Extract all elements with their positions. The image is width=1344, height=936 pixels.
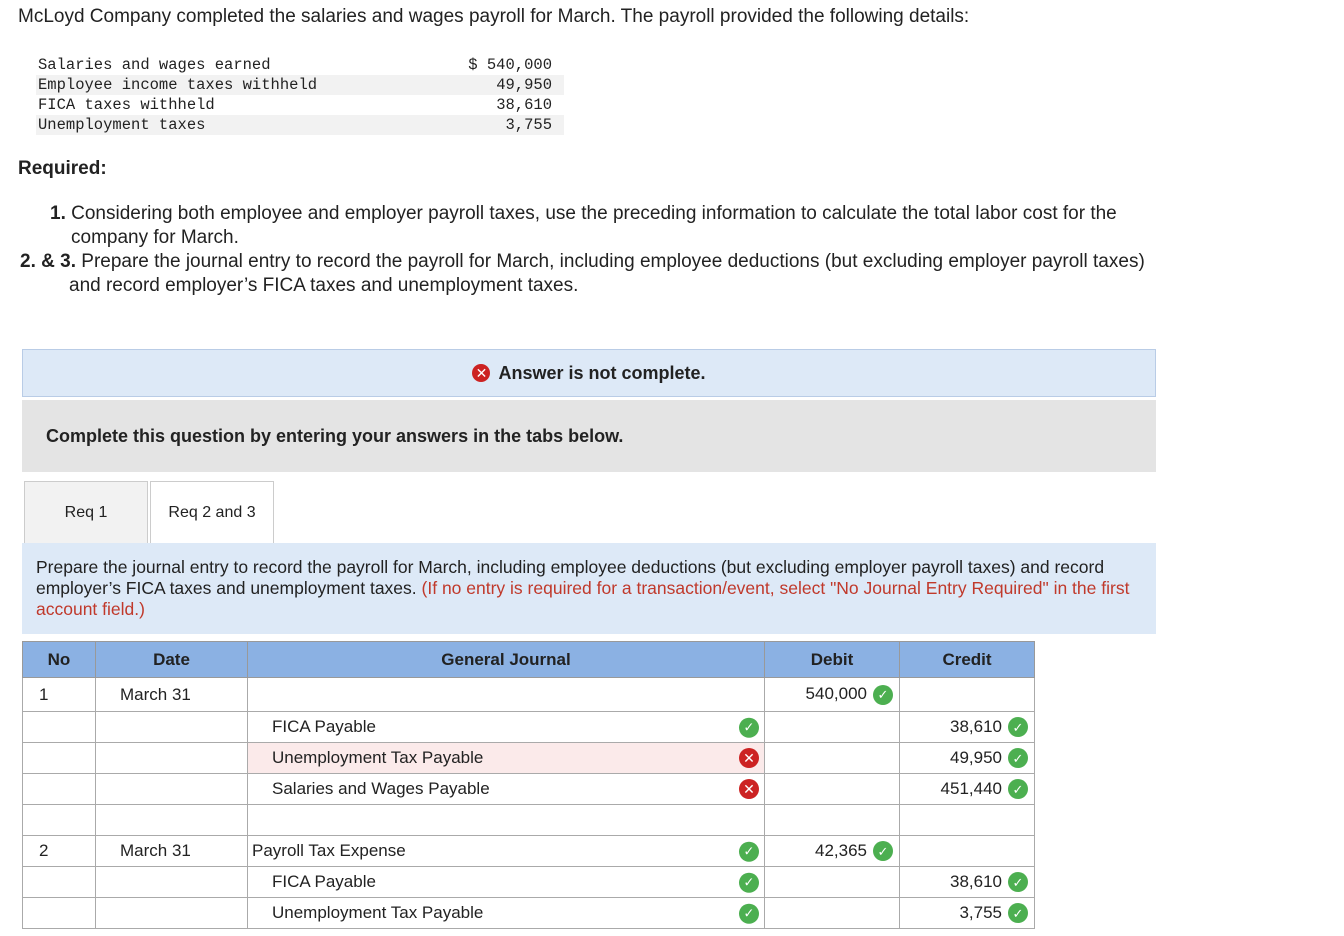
credit-field[interactable] <box>900 867 1035 898</box>
journal-row <box>23 805 1035 836</box>
account-name: Unemployment Tax Payable <box>272 903 484 922</box>
requirement-2-3-number: 2. & 3. <box>20 251 76 272</box>
check-circle-icon: ✓ <box>1008 748 1028 768</box>
detail-label: FICA taxes withheld <box>38 96 215 114</box>
check-circle-icon: ✓ <box>739 903 759 923</box>
account-name: FICA Payable <box>272 717 376 736</box>
answer-status-banner <box>22 349 1156 397</box>
requirement-1-number: 1. <box>50 203 66 224</box>
entry-date[interactable] <box>96 743 248 774</box>
debit-field[interactable] <box>765 743 900 774</box>
detail-value: 3,755 <box>446 115 564 135</box>
intro-text: McLoyd Company completed the salaries and wages payroll for March. The payroll provided the following details: <box>18 6 970 27</box>
tab-req-2-and-3[interactable]: Req 2 and 3 <box>150 481 274 543</box>
journal-row <box>23 898 1035 929</box>
col-header-no: No <box>23 642 96 678</box>
check-circle-icon: ✓ <box>739 872 759 892</box>
entry-number <box>23 712 96 743</box>
requirement-2-3-text-cont: and record employer’s FICA taxes and unemployment taxes. <box>69 275 579 296</box>
col-header-date: Date <box>96 642 248 678</box>
account-field[interactable] <box>248 867 765 898</box>
entry-date[interactable]: March 31 <box>96 836 248 867</box>
check-circle-icon: ✓ <box>1008 903 1028 923</box>
check-circle-icon: ✓ <box>1008 779 1028 799</box>
col-header-general-journal: General Journal <box>248 642 765 678</box>
account-name: FICA Payable <box>272 872 376 891</box>
account-field[interactable] <box>248 743 765 774</box>
detail-label: Employee income taxes withheld <box>36 75 446 95</box>
debit-field[interactable] <box>765 805 900 836</box>
account-name: Unemployment Tax Payable <box>272 748 484 767</box>
journal-row <box>23 712 1035 743</box>
debit-value: 540,000 <box>805 684 867 704</box>
entry-date[interactable] <box>96 867 248 898</box>
col-header-credit: Credit <box>900 642 1035 678</box>
account-field[interactable] <box>248 774 765 805</box>
detail-row <box>36 75 564 95</box>
credit-field[interactable] <box>900 898 1035 929</box>
detail-row <box>36 55 564 75</box>
tab-req-1[interactable]: Req 1 <box>24 481 148 543</box>
instruction-box <box>22 400 1156 472</box>
debit-field[interactable] <box>765 678 900 712</box>
journal-row <box>23 867 1035 898</box>
credit-field[interactable] <box>900 805 1035 836</box>
credit-field[interactable] <box>900 678 1035 712</box>
credit-value: 38,610 <box>950 716 1002 736</box>
detail-label: Unemployment taxes <box>36 115 446 135</box>
journal-header-row <box>23 642 1035 678</box>
entry-date[interactable] <box>96 712 248 743</box>
credit-field[interactable] <box>900 712 1035 743</box>
debit-field[interactable] <box>765 898 900 929</box>
journal-row <box>23 743 1035 774</box>
x-circle-icon: ✕ <box>739 748 759 768</box>
credit-value: 49,950 <box>950 747 1002 767</box>
col-header-debit: Debit <box>765 642 900 678</box>
journal-row <box>23 836 1035 867</box>
requirement-1 <box>50 202 1290 250</box>
requirement-1-text-cont: company for March. <box>71 227 239 248</box>
answer-status-text: Answer is not complete. <box>498 362 706 383</box>
account-field[interactable] <box>248 805 765 836</box>
requirement-1-text: Considering both employee and employer payroll taxes, use the preceding information to calculate the total labor cost for the <box>71 203 1117 224</box>
account-field[interactable] <box>248 898 765 929</box>
debit-field[interactable] <box>765 836 900 867</box>
journal-row <box>23 774 1035 805</box>
credit-field[interactable] <box>900 774 1035 805</box>
entry-number <box>23 867 96 898</box>
entry-date[interactable] <box>96 898 248 929</box>
task-text: Prepare the journal entry to record the payroll for March, including employee deductions (but excluding employer payroll taxes) and record employer’s FICA taxes and unemployment taxes. <box>36 557 1105 598</box>
entry-number <box>23 805 96 836</box>
entry-number <box>23 743 96 774</box>
entry-number <box>23 774 96 805</box>
task-description <box>22 543 1156 634</box>
check-circle-icon: ✓ <box>1008 872 1028 892</box>
entry-number <box>23 898 96 929</box>
credit-value: 3,755 <box>959 902 1002 922</box>
general-journal-table <box>22 641 1035 929</box>
task-hint: (If no entry is required for a transaction/event, select "No Journal Entry Required" in the first account field.) <box>36 578 1130 619</box>
debit-value: 42,365 <box>815 840 867 860</box>
requirement-2-3-text: Prepare the journal entry to record the payroll for March, including employee deductions (but excluding employer payroll taxes) <box>81 251 1145 272</box>
account-field[interactable] <box>248 678 765 712</box>
check-circle-icon: ✓ <box>739 841 759 861</box>
x-circle-icon: ✕ <box>472 364 490 382</box>
instruction-text: Complete this question by entering your answers in the tabs below. <box>46 425 624 446</box>
entry-date[interactable] <box>96 805 248 836</box>
check-circle-icon: ✓ <box>873 685 893 705</box>
credit-value: 38,610 <box>950 871 1002 891</box>
account-field[interactable] <box>248 712 765 743</box>
detail-row <box>36 115 564 135</box>
account-name <box>248 685 252 704</box>
credit-value: 451,440 <box>940 778 1002 798</box>
debit-field[interactable] <box>765 712 900 743</box>
detail-value: 49,950 <box>446 75 564 95</box>
detail-row <box>36 95 564 115</box>
entry-date[interactable] <box>96 774 248 805</box>
required-heading: Required: <box>18 158 107 179</box>
credit-field[interactable] <box>900 836 1035 867</box>
detail-value: $ 540,000 <box>468 56 552 74</box>
credit-field[interactable] <box>900 743 1035 774</box>
journal-row <box>23 678 1035 712</box>
debit-field[interactable] <box>765 774 900 805</box>
account-field[interactable] <box>248 836 765 867</box>
detail-value: 38,610 <box>496 96 552 114</box>
entry-number: 2 <box>23 836 96 867</box>
requirement-2-3 <box>20 250 1320 298</box>
entry-date[interactable]: March 31 <box>96 678 248 712</box>
detail-label: Salaries and wages earned <box>38 56 271 74</box>
payroll-details-table <box>36 55 564 135</box>
account-name: Payroll Tax Expense <box>252 841 406 860</box>
x-circle-icon: ✕ <box>739 779 759 799</box>
entry-number: 1 <box>23 678 96 712</box>
account-name: Salaries and Wages Payable <box>272 779 490 798</box>
account-name <box>248 810 252 829</box>
check-circle-icon: ✓ <box>739 717 759 737</box>
check-circle-icon: ✓ <box>1008 717 1028 737</box>
debit-field[interactable] <box>765 867 900 898</box>
check-circle-icon: ✓ <box>873 841 893 861</box>
